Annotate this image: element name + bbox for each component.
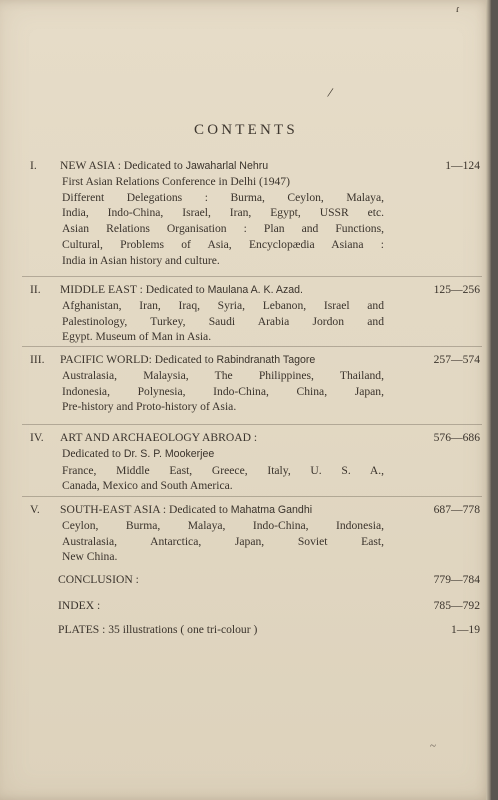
conclusion-pages: 779—784 bbox=[433, 573, 480, 586]
section-dedicatee: Mahatma Gandhi bbox=[230, 504, 313, 516]
plates-label: PLATES : 35 illustrations ( one tri-colour ) bbox=[58, 623, 258, 636]
index-pages: 785—792 bbox=[433, 599, 480, 612]
section-line: Indonesia, Polynesia, Indo-China, China, Japan, bbox=[62, 384, 384, 398]
section-line: First Asian Relations Conference in Delhi (1947) bbox=[62, 174, 290, 188]
section-dedicatee: Maulana A. K. Azad. bbox=[207, 284, 303, 296]
divider bbox=[22, 276, 482, 277]
section-pages: 687—778 bbox=[433, 503, 480, 516]
divider bbox=[22, 346, 482, 347]
section-4 bbox=[30, 430, 480, 494]
section-number: II. bbox=[30, 283, 41, 296]
section-line: India, Indo-China, Israel, Iran, Egypt, USSR etc. bbox=[62, 206, 384, 220]
section-heading: PACIFIC WORLD: Dedicated to Rabindranath Tagore bbox=[60, 353, 316, 366]
section-5 bbox=[30, 502, 480, 565]
section-pages: 1—124 bbox=[445, 159, 480, 172]
section-line: New China. bbox=[62, 550, 118, 564]
divider bbox=[22, 424, 482, 425]
section-dedicatee: Dr. S. P. Mookerjee bbox=[123, 447, 215, 460]
section-dedicatee: Jawaharlal Nehru bbox=[185, 160, 269, 172]
section-line: Palestinology, Turkey, Saudi Arabia Jordon and bbox=[62, 314, 384, 328]
section-dedication-line: Dedicated to Dr. S. P. Mookerjee bbox=[62, 446, 215, 460]
section-line: Egypt. Museum of Man in Asia. bbox=[62, 330, 212, 344]
plates-entry bbox=[58, 622, 480, 638]
section-2 bbox=[30, 282, 480, 345]
section-line: France, Middle East, Greece, Italy, U. S. A., bbox=[62, 463, 384, 477]
stray-mark: ~ bbox=[430, 740, 436, 752]
section-1 bbox=[30, 158, 480, 269]
conclusion-entry bbox=[58, 572, 480, 588]
section-heading: MIDDLE EAST : Dedicated to Maulana A. K. Azad. bbox=[60, 283, 303, 296]
conclusion-label: CONCLUSION : bbox=[58, 573, 139, 586]
section-number: IV. bbox=[30, 431, 44, 444]
index-label: INDEX : bbox=[58, 599, 101, 612]
corner-mark: ɾ bbox=[456, 4, 460, 15]
section-3 bbox=[30, 352, 480, 415]
section-line: India in Asian history and culture. bbox=[62, 253, 220, 267]
section-number: III. bbox=[30, 353, 45, 366]
index-entry bbox=[58, 598, 480, 614]
section-line: Asian Relations Organisation : Plan and Functions, bbox=[62, 222, 384, 236]
divider bbox=[22, 496, 482, 497]
section-line: Australasia, Antarctica, Japan, Soviet East, bbox=[62, 534, 384, 548]
section-line: Different Delegations : Burma, Ceylon, Malaya, bbox=[62, 190, 384, 204]
section-dedicatee: Rabindranath Tagore bbox=[216, 354, 316, 366]
section-line: Australasia, Malaysia, The Philippines, Thailand, bbox=[62, 368, 384, 382]
section-line: Afghanistan, Iran, Iraq, Syria, Lebanon, Israel and bbox=[62, 298, 384, 312]
plates-pages: 1—19 bbox=[451, 623, 480, 636]
contents-title: CONTENTS bbox=[194, 122, 298, 138]
section-pages: 125—256 bbox=[433, 283, 480, 296]
section-number: V. bbox=[30, 503, 40, 516]
section-heading: NEW ASIA : Dedicated to Jawaharlal Nehru bbox=[60, 159, 269, 172]
section-pages: 257—574 bbox=[433, 353, 480, 366]
section-line: Canada, Mexico and South America. bbox=[62, 479, 233, 493]
section-line: Pre-history and Proto-history of Asia. bbox=[62, 400, 237, 414]
section-heading: ART AND ARCHAEOLOGY ABROAD : bbox=[60, 431, 258, 444]
section-line: Ceylon, Burma, Malaya, Indo-China, Indonesia, bbox=[62, 518, 384, 532]
section-pages: 576—686 bbox=[433, 431, 480, 444]
pencil-mark: / bbox=[326, 85, 334, 102]
section-heading: SOUTH-EAST ASIA : Dedicated to Mahatma Gandhi bbox=[60, 503, 313, 516]
page-edge-shadow bbox=[486, 0, 492, 800]
section-line: Cultural, Problems of Asia, Encyclopædia Asiana : bbox=[62, 237, 384, 251]
section-number: I. bbox=[30, 159, 37, 172]
